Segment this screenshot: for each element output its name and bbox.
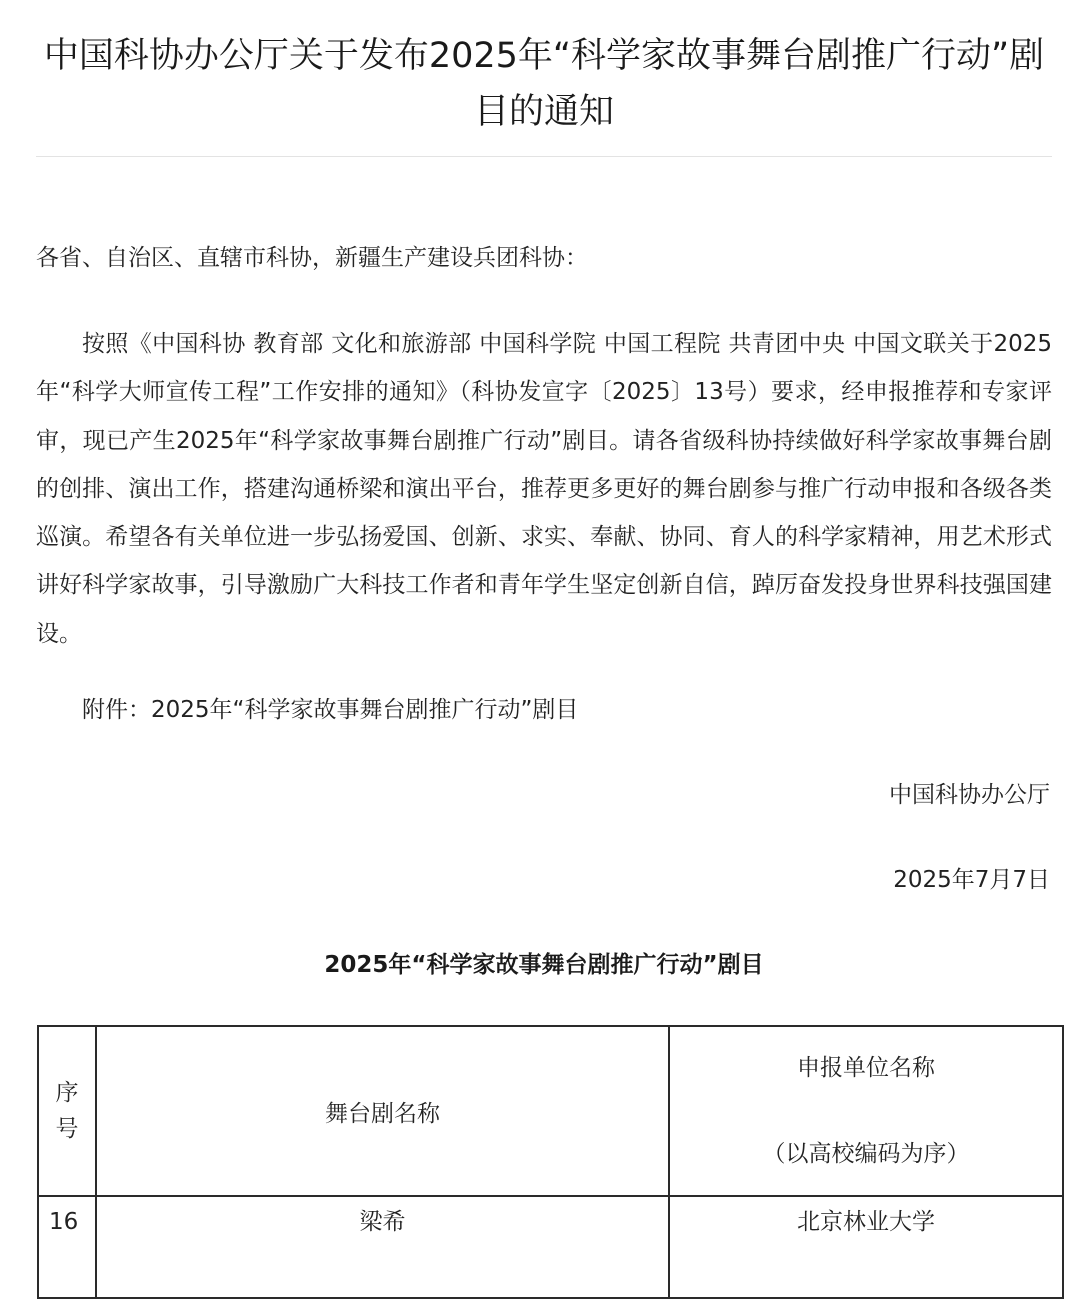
title-divider [36,156,1052,157]
table-title: 2025年“科学家故事舞台剧推广行动”剧目 [324,952,764,978]
issue-date: 2025年7月7日 [893,867,1050,893]
signer: 中国科协办公厅 [889,782,1050,808]
salutation: 各省、自治区、直辖市科协，新疆生产建设兵团科协： [36,245,588,271]
drama-table [37,1025,1064,1299]
table-header-row [38,1026,1063,1196]
header-no [38,1026,96,1196]
page-title: 中国科协办公厅关于发布2025年“科学家故事舞台剧推广行动”剧目的通知 [43,36,1045,132]
header-unit-note: （以高校编码为序） [762,1141,970,1167]
cell-no: 16 [38,1196,96,1298]
cell-name: 梁希 [96,1196,669,1298]
header-name-label: 舞台剧名称 [325,1100,440,1127]
cell-unit: 北京林业大学 [669,1196,1063,1298]
body-paragraph: 按照《中国科协 教育部 文化和旅游部 中国科学院 中国工程院 共青团中央 中国文联关于2025年“科学大师宣传工程”工作安排的通知》（科协发宣字〔2025〕13号）要求，经申报推荐和专家评审，现已产生2025年“科学家故事舞台剧推广行动”剧目。请各省级科协持续做好科学家故事舞台剧的创排、演出工作，搭建沟通桥梁和演出平台，推荐更多更好的舞台剧参与推广行动申报和各级各类巡演。希望各有关单位进一步弘扬爱国、创新、求实、奉献、协同、育人的科学家精神，用艺术形式讲好科学家故事，引导激励广大科技工作者和青年学生坚定创新自信，踔厉奋发投身世界科技强国建设。 [36,331,1052,647]
attachment-line: 附件：2025年“科学家故事舞台剧推广行动”剧目 [82,697,579,723]
header-unit-label: 申报单位名称 [797,1055,935,1081]
header-name [96,1026,669,1196]
header-no-label: 序号 [55,1080,79,1142]
header-unit [669,1026,1063,1196]
